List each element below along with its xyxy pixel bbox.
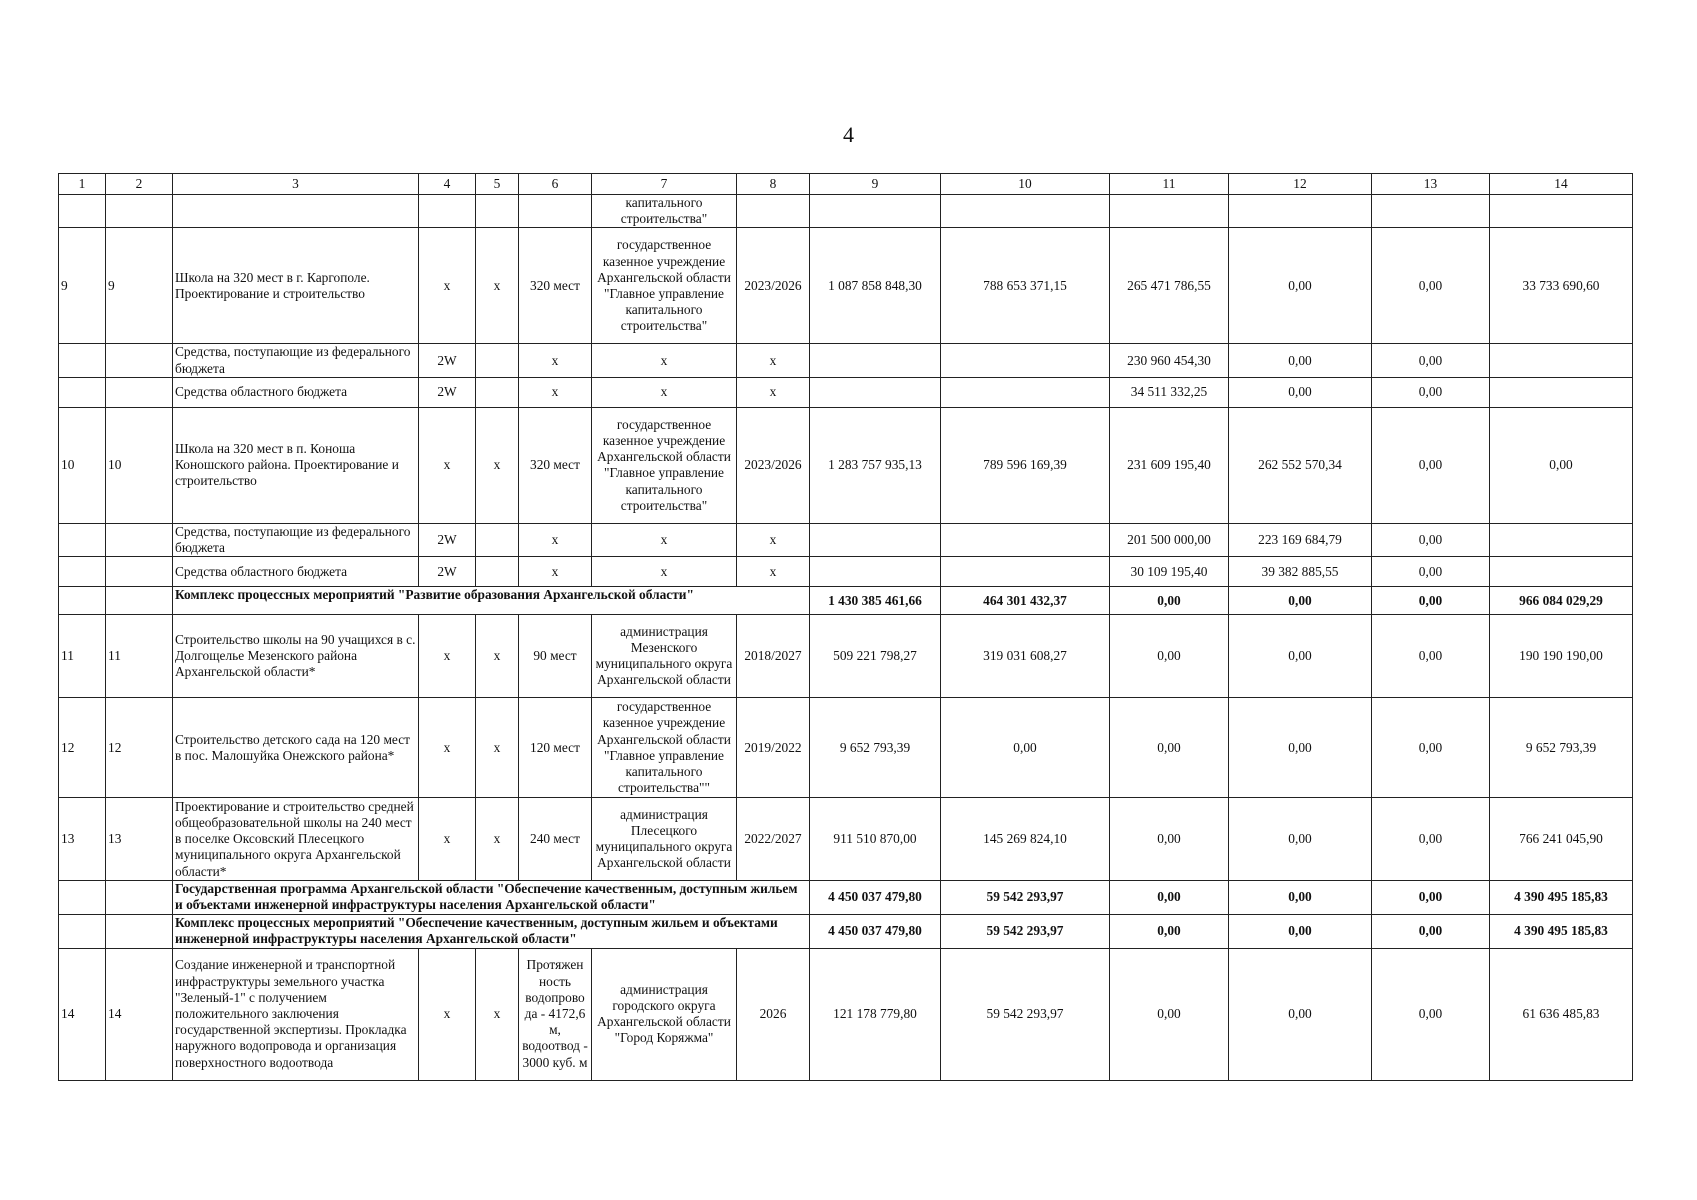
- row-index: 9: [106, 228, 173, 344]
- funding-source-row: [59, 344, 1633, 377]
- cell-col13: 0,00: [1372, 557, 1490, 587]
- row-index: [106, 523, 173, 556]
- customer: x: [592, 523, 737, 556]
- cell-col5: x: [476, 615, 519, 698]
- cell-col11: 0,00: [1110, 798, 1229, 881]
- header-cell: 2: [106, 174, 173, 195]
- empty-cell: [106, 587, 173, 615]
- cell-col10: [941, 557, 1110, 587]
- cell-col4: x: [419, 407, 476, 523]
- object-name: Создание инженерной и транспортной инфраструктуры земельного участка "Зеленый-1" с получением положительного заключения государственной экспертизы. Прокладка наружного водопровода и организация поверхностного водоотвода: [173, 948, 419, 1080]
- capacity: x: [519, 377, 592, 407]
- cell-col12: 0,00: [1229, 881, 1372, 914]
- cell-col10: [941, 344, 1110, 377]
- total-row: [59, 881, 1633, 914]
- table-row: [59, 798, 1633, 881]
- period: x: [737, 344, 810, 377]
- row-number: 12: [59, 698, 106, 798]
- capacity: 320 мест: [519, 228, 592, 344]
- customer: администрация Мезенского муниципального округа Архангельской области: [592, 615, 737, 698]
- total-row: [59, 587, 1633, 615]
- cell-col11: 265 471 786,55: [1110, 228, 1229, 344]
- table-row: [59, 407, 1633, 523]
- cell-col4: 2W: [419, 523, 476, 556]
- cell-col12: 0,00: [1229, 615, 1372, 698]
- cell-col5: [476, 344, 519, 377]
- row-index: 12: [106, 698, 173, 798]
- cell-col12: [1229, 195, 1372, 228]
- header-cell: 7: [592, 174, 737, 195]
- capacity: Протяжен ность водопрово да - 4172,6 м, водоотвод - 3000 куб. м: [519, 948, 592, 1080]
- row-index: 11: [106, 615, 173, 698]
- cell-col13: 0,00: [1372, 798, 1490, 881]
- cell-col11: 34 511 332,25: [1110, 377, 1229, 407]
- period: 2026: [737, 948, 810, 1080]
- period: x: [737, 557, 810, 587]
- cell-col13: 0,00: [1372, 587, 1490, 615]
- header-cell: 11: [1110, 174, 1229, 195]
- cell-total: [810, 344, 941, 377]
- cell-col13: 0,00: [1372, 228, 1490, 344]
- row-number: [59, 377, 106, 407]
- cell-col10: [941, 523, 1110, 556]
- row-number: [59, 523, 106, 556]
- table-row: [59, 698, 1633, 798]
- period: x: [737, 377, 810, 407]
- row-number: 14: [59, 948, 106, 1080]
- row-number: 11: [59, 615, 106, 698]
- cell-total: 1 430 385 461,66: [810, 587, 941, 615]
- cell-col10: 464 301 432,37: [941, 587, 1110, 615]
- cell-col5: [476, 557, 519, 587]
- cell-col11: 0,00: [1110, 948, 1229, 1080]
- cell-col4: x: [419, 698, 476, 798]
- cell-col5: x: [476, 948, 519, 1080]
- header-cell: 1: [59, 174, 106, 195]
- header-cell: 6: [519, 174, 592, 195]
- capacity: x: [519, 523, 592, 556]
- cell-total: 4 450 037 479,80: [810, 914, 941, 948]
- row-number: 9: [59, 228, 106, 344]
- object-name: Школа на 320 мест в п. Коноша Коношского района. Проектирование и строительство: [173, 407, 419, 523]
- row-number: [59, 195, 106, 228]
- cell-col5: x: [476, 407, 519, 523]
- object-name: [173, 195, 419, 228]
- cell-total: 911 510 870,00: [810, 798, 941, 881]
- cell-col14: 0,00: [1490, 407, 1633, 523]
- cell-col12: 0,00: [1229, 377, 1372, 407]
- cell-col13: 0,00: [1372, 344, 1490, 377]
- funding-source-row: [59, 557, 1633, 587]
- cell-col5: [476, 523, 519, 556]
- cell-col4: x: [419, 798, 476, 881]
- cell-col14: [1490, 344, 1633, 377]
- cell-col11: 0,00: [1110, 914, 1229, 948]
- cell-col12: 39 382 885,55: [1229, 557, 1372, 587]
- capacity: x: [519, 557, 592, 587]
- object-name: Проектирование и строительство средней общеобразовательной школы на 240 мест в поселке Оксовский Плесецкого муниципального округа Архангельской области*: [173, 798, 419, 881]
- customer: государственное казенное учреждение Архангельской области "Главное управление капитального строительства": [592, 407, 737, 523]
- customer: x: [592, 344, 737, 377]
- object-name: Средства, поступающие из федерального бюджета: [173, 523, 419, 556]
- cell-col12: 0,00: [1229, 228, 1372, 344]
- funding-source-row: [59, 377, 1633, 407]
- section-title: Комплекс процессных мероприятий "Обеспечение качественным, доступным жильем и объектами инженерной инфраструктуры населения Архангельской области": [173, 914, 810, 948]
- object-name: Строительство школы на 90 учащихся в с. Долгощелье Мезенского района Архангельской области*: [173, 615, 419, 698]
- cell-col13: 0,00: [1372, 881, 1490, 914]
- header-cell: 10: [941, 174, 1110, 195]
- cell-col14: 966 084 029,29: [1490, 587, 1633, 615]
- period: 2018/2027: [737, 615, 810, 698]
- cell-col11: 231 609 195,40: [1110, 407, 1229, 523]
- cell-col13: 0,00: [1372, 698, 1490, 798]
- cell-col12: 262 552 570,34: [1229, 407, 1372, 523]
- cell-col10: 0,00: [941, 698, 1110, 798]
- customer: x: [592, 557, 737, 587]
- cell-col5: x: [476, 798, 519, 881]
- period: [737, 195, 810, 228]
- cell-col11: 0,00: [1110, 587, 1229, 615]
- header-cell: 12: [1229, 174, 1372, 195]
- budget-table: [58, 173, 1633, 1081]
- cell-col14: [1490, 557, 1633, 587]
- cell-col13: 0,00: [1372, 523, 1490, 556]
- row-index: [106, 195, 173, 228]
- cell-col5: [476, 195, 519, 228]
- period: 2023/2026: [737, 228, 810, 344]
- capacity: 320 мест: [519, 407, 592, 523]
- object-name: Средства областного бюджета: [173, 377, 419, 407]
- cell-col11: 0,00: [1110, 698, 1229, 798]
- cell-col12: 223 169 684,79: [1229, 523, 1372, 556]
- section-title: Государственная программа Архангельской области "Обеспечение качественным, доступным жильем и объектами инженерной инфраструктуры населения Архангельской области": [173, 881, 810, 914]
- row-index: [106, 557, 173, 587]
- cell-col4: [419, 195, 476, 228]
- cell-total: [810, 523, 941, 556]
- row-number: [59, 557, 106, 587]
- cell-col14: [1490, 523, 1633, 556]
- cell-col10: 145 269 824,10: [941, 798, 1110, 881]
- cell-col13: 0,00: [1372, 914, 1490, 948]
- cell-col5: x: [476, 698, 519, 798]
- cell-col12: 0,00: [1229, 698, 1372, 798]
- cell-col14: 4 390 495 185,83: [1490, 914, 1633, 948]
- cell-col13: 0,00: [1372, 407, 1490, 523]
- cell-col14: 61 636 485,83: [1490, 948, 1633, 1080]
- row-index: [106, 344, 173, 377]
- object-name: Средства областного бюджета: [173, 557, 419, 587]
- row-number: 13: [59, 798, 106, 881]
- period: 2019/2022: [737, 698, 810, 798]
- cell-total: 9 652 793,39: [810, 698, 941, 798]
- customer: администрация Плесецкого муниципального округа Архангельской области: [592, 798, 737, 881]
- object-name: Школа на 320 мест в г. Каргополе. Проектирование и строительство: [173, 228, 419, 344]
- cell-col11: 0,00: [1110, 881, 1229, 914]
- cell-col4: x: [419, 948, 476, 1080]
- header-row: [59, 174, 1633, 195]
- capacity: 120 мест: [519, 698, 592, 798]
- row-number: 10: [59, 407, 106, 523]
- cell-col4: 2W: [419, 344, 476, 377]
- funding-source-row: [59, 523, 1633, 556]
- header-cell: 3: [173, 174, 419, 195]
- object-name: Средства, поступающие из федерального бюджета: [173, 344, 419, 377]
- cell-col11: 230 960 454,30: [1110, 344, 1229, 377]
- cell-total: [810, 377, 941, 407]
- header-cell: 13: [1372, 174, 1490, 195]
- cell-col5: x: [476, 228, 519, 344]
- cell-col12: 0,00: [1229, 587, 1372, 615]
- customer: государственное казенное учреждение Архангельской области "Главное управление капитального строительства": [592, 228, 737, 344]
- cell-col11: 0,00: [1110, 615, 1229, 698]
- table-row: [59, 615, 1633, 698]
- capacity: [519, 195, 592, 228]
- cell-col5: [476, 377, 519, 407]
- cell-col14: [1490, 195, 1633, 228]
- cell-col10: 59 542 293,97: [941, 881, 1110, 914]
- cell-total: [810, 557, 941, 587]
- cell-col4: 2W: [419, 557, 476, 587]
- customer: x: [592, 377, 737, 407]
- capacity: x: [519, 344, 592, 377]
- total-row: [59, 914, 1633, 948]
- period: 2022/2027: [737, 798, 810, 881]
- cell-col11: 30 109 195,40: [1110, 557, 1229, 587]
- cell-col14: 4 390 495 185,83: [1490, 881, 1633, 914]
- row-index: 14: [106, 948, 173, 1080]
- cell-col13: 0,00: [1372, 377, 1490, 407]
- cell-col12: 0,00: [1229, 948, 1372, 1080]
- page-number: 4: [843, 122, 854, 147]
- cell-col12: 0,00: [1229, 344, 1372, 377]
- cell-col12: 0,00: [1229, 914, 1372, 948]
- cell-col4: x: [419, 615, 476, 698]
- capacity: 90 мест: [519, 615, 592, 698]
- period: 2023/2026: [737, 407, 810, 523]
- cell-col12: 0,00: [1229, 798, 1372, 881]
- cell-col10: 59 542 293,97: [941, 948, 1110, 1080]
- cell-col10: 788 653 371,15: [941, 228, 1110, 344]
- empty-cell: [106, 881, 173, 914]
- empty-cell: [59, 914, 106, 948]
- cell-total: 509 221 798,27: [810, 615, 941, 698]
- cell-col14: 9 652 793,39: [1490, 698, 1633, 798]
- header-cell: 5: [476, 174, 519, 195]
- table-row: [59, 948, 1633, 1080]
- capacity: 240 мест: [519, 798, 592, 881]
- header-cell: 14: [1490, 174, 1633, 195]
- object-name: Строительство детского сада на 120 мест в пос. Малошуйка Онежского района*: [173, 698, 419, 798]
- cell-col13: 0,00: [1372, 948, 1490, 1080]
- row-index: 13: [106, 798, 173, 881]
- cell-col13: 0,00: [1372, 615, 1490, 698]
- header-cell: 4: [419, 174, 476, 195]
- cell-col11: 201 500 000,00: [1110, 523, 1229, 556]
- row-number: [59, 344, 106, 377]
- customer: администрация городского округа Архангельской области "Город Коряжма": [592, 948, 737, 1080]
- cell-col14: 33 733 690,60: [1490, 228, 1633, 344]
- cell-total: 1 087 858 848,30: [810, 228, 941, 344]
- empty-cell: [59, 881, 106, 914]
- table-row: [59, 228, 1633, 344]
- cell-col11: [1110, 195, 1229, 228]
- empty-cell: [106, 914, 173, 948]
- cell-col14: 766 241 045,90: [1490, 798, 1633, 881]
- customer: государственное казенное учреждение Архангельской области "Главное управление капитального строительства"": [592, 698, 737, 798]
- cell-total: 4 450 037 479,80: [810, 881, 941, 914]
- cell-col10: 59 542 293,97: [941, 914, 1110, 948]
- row-index: 10: [106, 407, 173, 523]
- cell-col10: [941, 377, 1110, 407]
- cell-col14: [1490, 377, 1633, 407]
- cell-col4: 2W: [419, 377, 476, 407]
- header-cell: 8: [737, 174, 810, 195]
- empty-cell: [59, 587, 106, 615]
- cell-col10: 319 031 608,27: [941, 615, 1110, 698]
- cell-col10: 789 596 169,39: [941, 407, 1110, 523]
- cell-col13: [1372, 195, 1490, 228]
- cell-total: 1 283 757 935,13: [810, 407, 941, 523]
- header-cell: 9: [810, 174, 941, 195]
- table-row: [59, 195, 1633, 228]
- cell-total: [810, 195, 941, 228]
- cell-col14: 190 190 190,00: [1490, 615, 1633, 698]
- customer: капитального строительства": [592, 195, 737, 228]
- cell-total: 121 178 779,80: [810, 948, 941, 1080]
- section-title: Комплекс процессных мероприятий "Развитие образования Архангельской области": [173, 587, 810, 615]
- cell-col10: [941, 195, 1110, 228]
- period: x: [737, 523, 810, 556]
- row-index: [106, 377, 173, 407]
- cell-col4: x: [419, 228, 476, 344]
